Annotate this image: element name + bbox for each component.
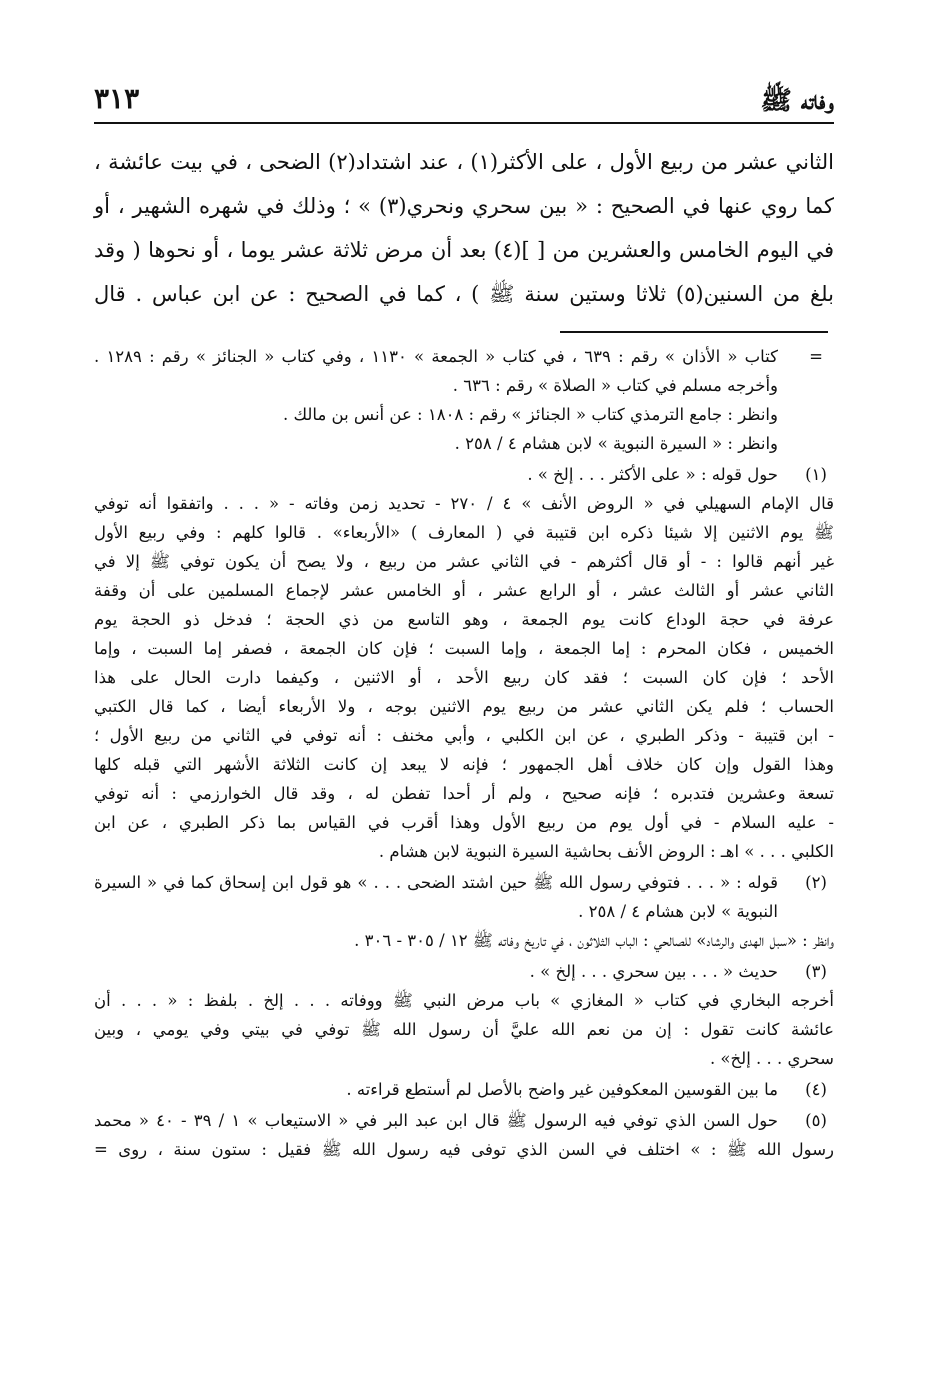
footnote-line: حول السن الذي توفي فيه الرسول ﷺ قال ابن عبد البر في « الاستيعاب » ١ / ٣٩ - ٤٠ « محمد [94,1111,778,1130]
footnote-line: عائشة كانت تقول : إن من نعم الله عليَّ أن رسول الله ﷺ توفي في بيتي وفي يومي ، وبين [94,1020,834,1039]
main-text-line: بلغ من السنين(٥) ثلاثا وستين سنة ﷺ ) ، كما في الصحيح : عن ابن عباس . قال [94,282,834,306]
footnote-line: رسول الله ﷺ : » اختلف في السن الذي توفى فيه رسول الله ﷺ فقيل : ستون سنة ، روى = [94,1140,834,1159]
footnote-line: قال الإمام السهيلي في « الروض الأنف » ٤ / ٢٧٠ - تحديد زمن وفاته - « . . . واتفقوا أنه توفي [94,494,834,513]
footnote-line: تسعة وعشرين فتدبره ؛ فإنه صحيح ، ولم أر أحدا تفطن له ، وقد قال الخوارزمي : أنه توفي [94,784,834,803]
main-text-line: في اليوم الخامس والعشرين من [ ](٤) بعد أن مرض ثلاثة عشر يوما ، أو نحوها ( وقد [94,238,835,262]
footnote-line: الحساب ؛ فلم يكن الثاني عشر من ربيع يوم الاثنين بوجه ، ولا الأربعاء أيضا ، كما قال الكتبي [94,697,834,716]
page-header [94,82,834,124]
footnote-line: الأحد ؛ فإن كان السبت ؛ فقد كان ربيع الأحد ، أو الاثنين ، وكيفما دارت الحال على هذا [94,668,834,687]
footnote-heading: حول قوله : « على الأكثر . . . إلخ » . [527,465,778,484]
footnote-line: غير أنهم قالوا : - أو قال أكثرهم - في الثاني عشر من ربيع ، ولا يصح أن يكون توفي ﷺ إلا في [94,552,834,571]
footnote-5 [94,1106,834,1164]
footnote-2 [94,868,834,955]
footnote-line: الخميس ، فكان المحرم : إما الجمعة ، وإما السبت ؛ فإن كان الجمعة ، فصفر إما السبت ، وإما [94,639,834,658]
footnote-line: وانظر : جامع الترمذي كتاب « الجنائز » رقم : ١٨٠٨ : عن أنس بن مالك . [283,405,778,424]
main-text-line: كما روي عنها في الصحيح : « بين سحري ونحري(٣) » ؛ وذلك في شهره الشهير ، أو [94,194,834,218]
footnote-line: وأخرجه مسلم في كتاب « الصلاة » رقم : ٦٣٦ . [452,376,778,395]
footnotes [94,342,834,1166]
footnote-heading: حديث « . . . بين سحري . . . إلخ » . [529,962,778,981]
footnote-marker: = [809,347,823,366]
footnote-line: سحري . . . إلخ» . [709,1049,834,1068]
footnote-4 [94,1075,834,1104]
footnote-line: كتاب « الأذان » رقم : ٦٣٩ ، في كتاب « الجمعة » ١١٣٠ ، وفي كتاب « الجنائز » رقم : ١٢٨٩ . [94,347,778,366]
footnote-separator [560,331,828,333]
footnote-line: - ابن قتيبة - وذكر الطبري ، عن ابن الكلبي ، وأبي مخنف : أنه توفي في الثاني من ربيع الأول ؛ [94,726,834,745]
footnote-3 [94,957,834,1073]
footnote-line: الكلبي . . . » اهـ : الروض الأنف بحاشية السيرة النبوية لابن هشام . [378,842,834,861]
footnote-marker: (٤) [805,1080,827,1099]
footnote-line: - عليه السلام - في أول يوم من ربيع الأول وهذا أقرب في القياس بما ذكر الطبري ، عن ابن [94,813,834,832]
footnote-line: وانظر : « السيرة النبوية » لابن هشام ٤ / ٢٥٨ . [454,434,778,453]
footnote-line: أخرجه البخاري في كتاب « المغازي » باب مرض النبي ﷺ ووفاته . . . إلخ . بلفظ : « . . . أن [94,991,834,1010]
main-text-line: الثاني عشر من ربيع الأول ، على الأكثر(١) ، عند اشتداد(٢) الضحى ، في بيت عائشة ، [94,150,834,174]
footnote-marker: (٣) [805,962,827,981]
footnote-line: عرفة في حجة الوداع كانت يوم الجمعة ، وهو التاسع من ذي الحجة ؛ فدخل ذو الحجة يوم [94,610,834,629]
footnote-continuation [94,342,834,458]
main-text [94,140,834,316]
footnote-marker: (٥) [805,1111,827,1130]
footnote-marker: (١) [805,465,827,484]
page-number: ٣١٣ [94,82,140,115]
footnote-line: النبوية » لابن هشام ٤ / ٢٥٨ . [578,902,778,921]
footnote-line: وهذا القول وإن كان خلاف أهل الجمهور ؛ فإنه لا يبعد إن كانت الثلاثة الأشهر التي قبله كلها [94,755,834,774]
footnote-line: قوله : « . . . فتوفي رسول الله ﷺ حين اشتد الضحى . . . » هو قول ابن إسحاق كما في « السيرة [94,873,778,892]
running-title: وفاته ﷺ [760,86,834,116]
footnote-line: وانظر : «سبل الهدى والرشاد» للصالحي : الباب الثلاثون ، في تاريخ وفاته ﷺ ١٢ / ٣٠٥ - ٣٠٦ . [354,931,834,950]
footnote-line: الثاني عشر أو الثالث عشر ، أو الرابع عشر ، أو الخامس عشر لإجماع المسلمين على أن وقفة [94,581,834,600]
footnote-line: ما بين القوسين المعكوفين غير واضح بالأصل لم أستطع قراءته . [346,1080,778,1099]
footnote-1 [94,460,834,866]
footnote-marker: (٢) [805,873,827,892]
footnote-line: ﷺ يوم الاثنين إلا شيئا ذكره ابن قتيبة في ( المعارف ) «الأربعاء» . قالوا كلهم : وفي ربيع الأول [94,523,834,542]
